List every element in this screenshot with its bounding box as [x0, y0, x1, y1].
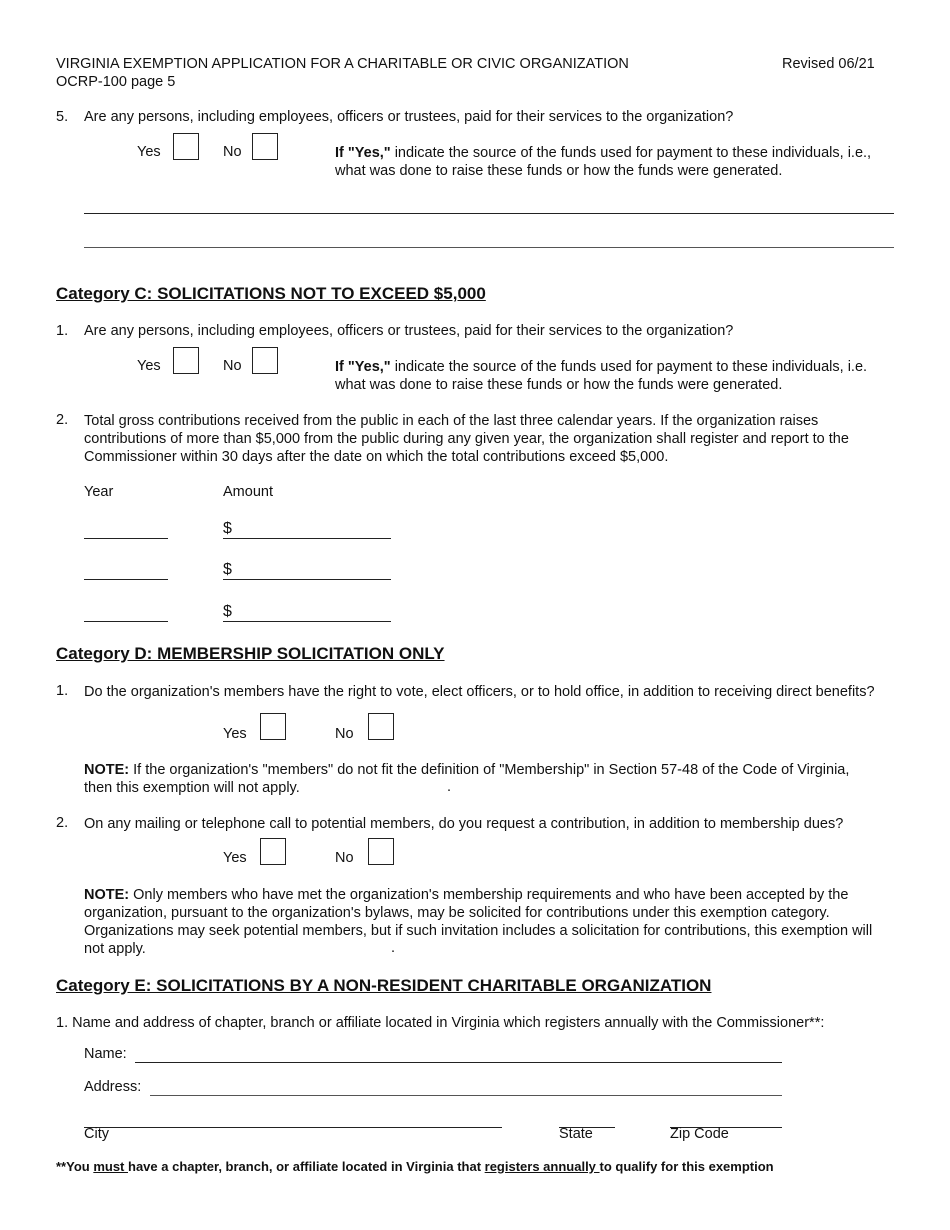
cat-d-q1-number: 1.	[56, 683, 69, 699]
amount-field-2[interactable]	[223, 579, 391, 580]
q5-if-yes-text: indicate the source of the funds used for payment to these individuals, i.e., what was done to raise these funds or how the funds were generated.	[335, 145, 872, 179]
year-field-2[interactable]	[84, 579, 168, 580]
q5-if-yes-instructions	[335, 144, 895, 180]
amount-field-1[interactable]	[223, 538, 391, 539]
amount-field-3[interactable]	[223, 621, 391, 622]
q5-yes-checkbox[interactable]	[173, 133, 199, 160]
cat-d-note-2-dot: .	[391, 940, 396, 956]
cat-d-q2-no-label: No	[335, 850, 354, 866]
city-label: City	[84, 1126, 109, 1142]
cat-d-q2-no-checkbox[interactable]	[368, 838, 394, 865]
form-title: VIRGINIA EXEMPTION APPLICATION FOR A CHARITABLE OR CIVIC ORGANIZATION	[56, 56, 629, 72]
cat-d-q1-no-label: No	[335, 726, 354, 742]
footer-part-5: to qualify for this exemption	[599, 1159, 774, 1174]
category-c-heading: Category C: SOLICITATIONS NOT TO EXCEED $5,000	[56, 284, 486, 303]
cat-d-q1-no-checkbox[interactable]	[368, 713, 394, 740]
q5-no-label: No	[223, 144, 242, 160]
state-label: State	[559, 1126, 593, 1142]
q5-answer-line-1[interactable]	[84, 213, 894, 214]
cat-c-q1-yes-label: Yes	[137, 358, 161, 374]
name-field[interactable]	[135, 1062, 782, 1063]
footer-part-3: have a chapter, branch, or affiliate located in Virginia that	[128, 1159, 485, 1174]
cat-d-note-1	[84, 761, 874, 797]
cat-d-q2-number: 2.	[56, 815, 69, 831]
q5-if-yes-bold: If "Yes,"	[335, 145, 391, 161]
cat-c-q2-text: Total gross contributions received from the public in each of the last three calendar years. If the organization raises contributions of more than $5,000 from the public during any given year, the organization shall register and report to the Commissioner within 30 days after the date on which the total contributions exceed $5,000.	[84, 413, 849, 465]
footer-part-1: **You	[56, 1159, 94, 1174]
cat-d-note-2	[84, 886, 884, 958]
q5-text: Are any persons, including employees, officers or trustees, paid for their services to the organization?	[84, 109, 734, 125]
cat-d-note-2-text: Only members who have met the organization's membership requirements and who have been accepted by the organization, pursuant to the organization's bylaws, may be solicited for contributions under this exemption category. Organizations may seek potential members, but if such invitation includes a solicitation for contributions, this exemption will not apply.	[84, 887, 873, 957]
cat-d-note-2-bold: NOTE:	[84, 887, 130, 903]
currency-sign-3: $	[223, 603, 232, 620]
form-page-id: OCRP-100 page 5	[56, 74, 176, 90]
cat-d-q2-yes-label: Yes	[223, 850, 247, 866]
cat-d-note-1-bold: NOTE:	[84, 762, 130, 778]
cat-e-q1-text: 1. Name and address of chapter, branch or affiliate located in Virginia which registers annually with the Commissioner**:	[56, 1015, 825, 1031]
amount-column-label: Amount	[223, 484, 273, 500]
category-d-heading: Category D: MEMBERSHIP SOLICITATION ONLY	[56, 644, 445, 663]
cat-c-if-yes-text: indicate the source of the funds used for payment to these individuals, i.e. what was done to raise these funds or how the funds were generated.	[335, 359, 868, 393]
category-e-heading: Category E: SOLICITATIONS BY A NON-RESIDENT CHARITABLE ORGANIZATION	[56, 976, 712, 995]
footer-must: must	[93, 1159, 128, 1174]
cat-c-q1-no-label: No	[223, 358, 242, 374]
name-label: Name:	[84, 1046, 127, 1062]
address-field[interactable]	[150, 1095, 782, 1096]
cat-d-note-1-dot: .	[447, 779, 452, 795]
revised-date: Revised 06/21	[782, 56, 875, 72]
cat-d-q1-text: Do the organization's members have the right to vote, elect officers, or to hold office, in addition to receiving direct benefits?	[84, 684, 875, 700]
cat-c-q2-number: 2.	[56, 412, 69, 428]
cat-c-q1-number: 1.	[56, 323, 69, 339]
footer-requirement-note	[56, 1159, 774, 1174]
zip-label: Zip Code	[670, 1126, 729, 1142]
q5-yes-label: Yes	[137, 144, 161, 160]
cat-d-q2-text: On any mailing or telephone call to potential members, do you request a contribution, in addition to membership dues?	[84, 816, 844, 832]
currency-sign-1: $	[223, 520, 232, 537]
year-field-3[interactable]	[84, 621, 168, 622]
cat-d-q2-yes-checkbox[interactable]	[260, 838, 286, 865]
cat-c-q1-no-checkbox[interactable]	[252, 347, 278, 374]
address-label: Address:	[84, 1079, 142, 1095]
q5-no-checkbox[interactable]	[252, 133, 278, 160]
q5-number: 5.	[56, 109, 69, 125]
year-field-1[interactable]	[84, 538, 168, 539]
currency-sign-2: $	[223, 561, 232, 578]
cat-d-note-1-text: If the organization's "members" do not fit the definition of "Membership" in Section 57-48 of the Code of Virginia, then this exemption will not apply.	[84, 762, 850, 796]
year-column-label: Year	[84, 484, 114, 500]
q5-answer-line-2[interactable]	[84, 247, 894, 248]
cat-d-q1-yes-checkbox[interactable]	[260, 713, 286, 740]
city-field[interactable]	[84, 1127, 502, 1128]
cat-d-q1-yes-label: Yes	[223, 726, 247, 742]
cat-c-q1-yes-checkbox[interactable]	[173, 347, 199, 374]
cat-c-q1-text: Are any persons, including employees, officers or trustees, paid for their services to the organization?	[84, 323, 734, 339]
cat-c-if-yes-instructions	[335, 358, 895, 394]
cat-c-if-yes-bold: If "Yes,"	[335, 359, 391, 375]
footer-registers-annually: registers annually	[484, 1159, 600, 1174]
